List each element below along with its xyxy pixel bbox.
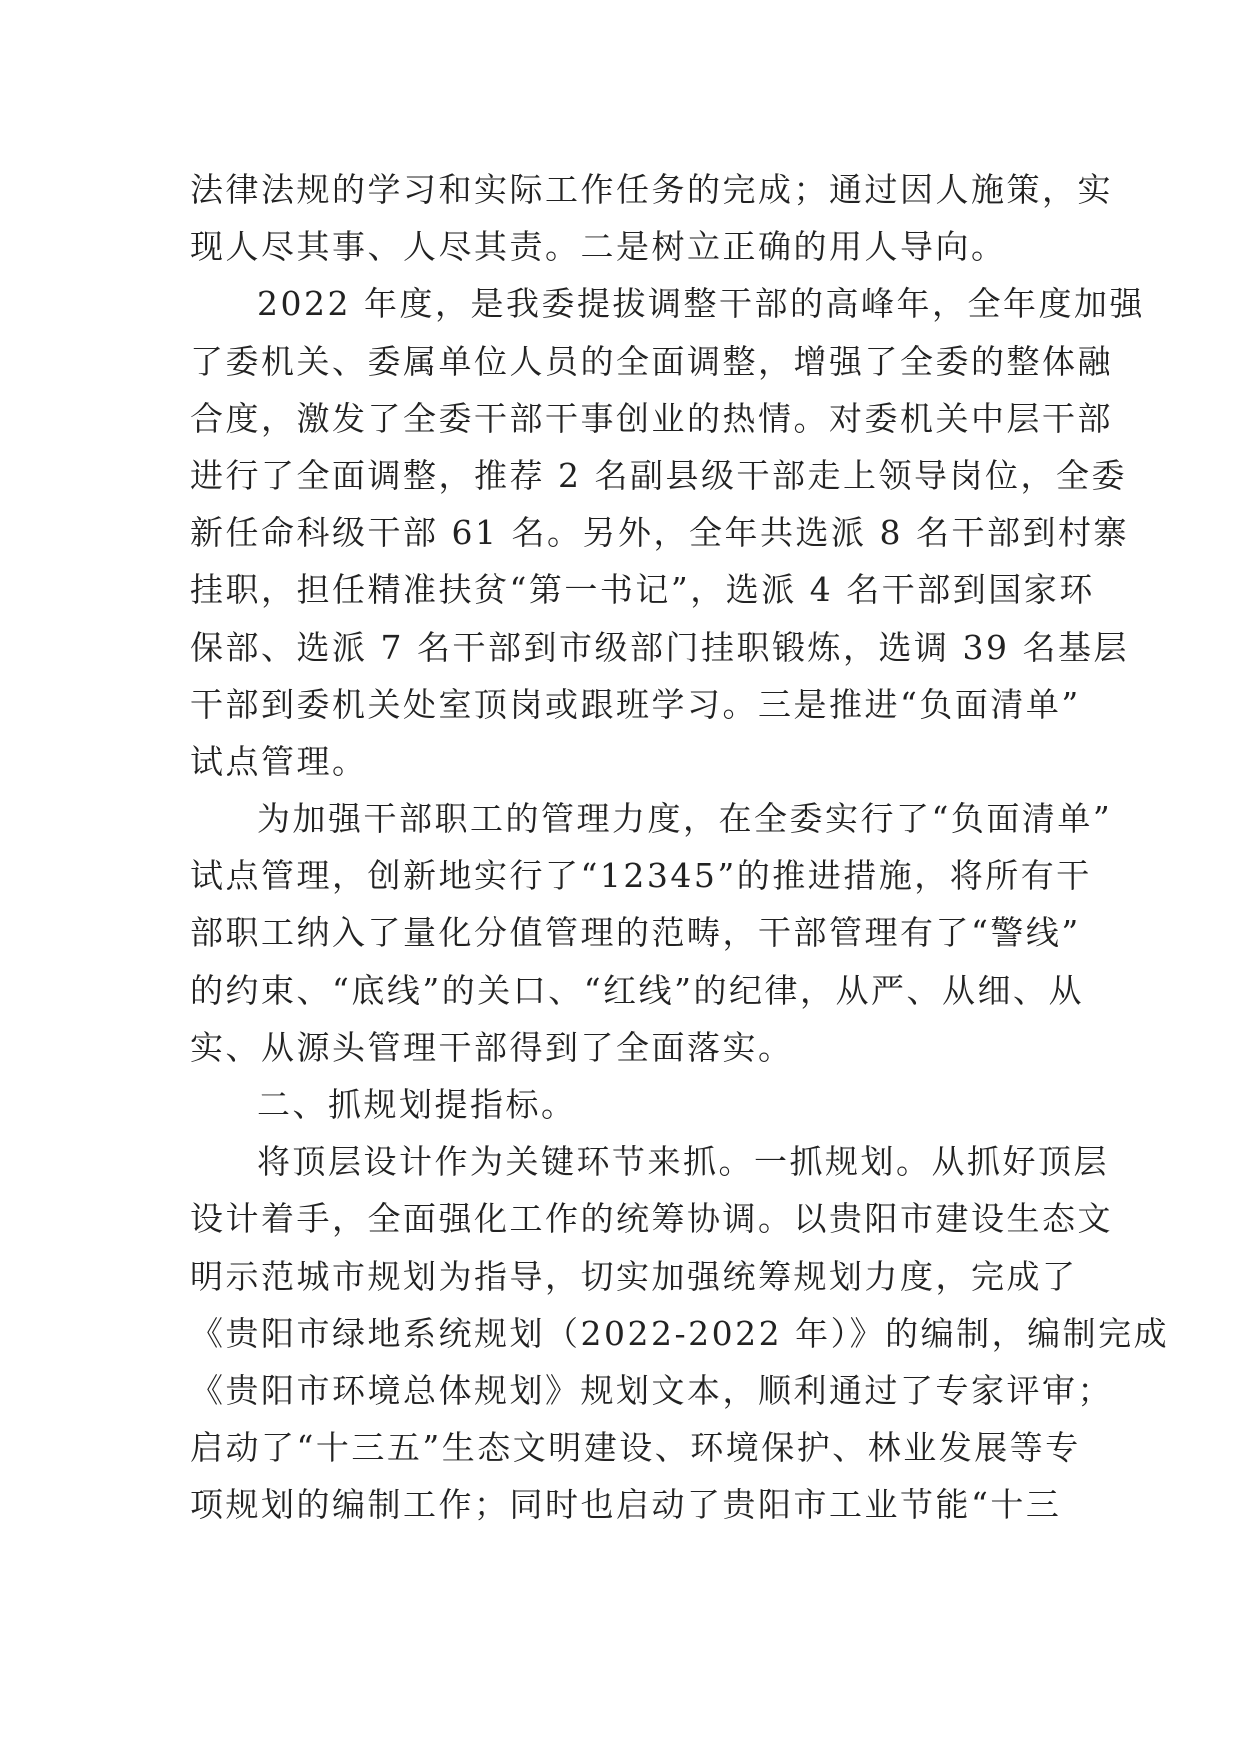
text-line: 启动了“十三五”生态文明建设、环境保护、林业发展等专 [190,1428,1081,1468]
text-line: 2022 年度，是我委提拔调整干部的高峰年，全年度加强 [257,284,1145,324]
text-line: 保部、选派 7 名干部到市级部门挂职锻炼，选调 39 名基层 [190,627,1129,667]
section-heading [190,1076,1050,1133]
paragraph-3 [190,790,1113,1076]
text-line: 《贵阳市环境总体规划》规划文本，顺利通过了专家评审； [190,1370,1113,1410]
text-line: 了委机关、委属单位人员的全面调整，增强了全委的整体融 [190,341,1113,381]
text-line: 将顶层设计作为关键环节来抓。一抓规划。从抓好顶层 [257,1142,1109,1182]
text-line: 实、从源头管理干部得到了全面落实。 [190,1027,794,1067]
document-body [190,161,1170,1534]
text-line: 干部到委机关处室顶岗或跟班学习。三是推进“负面清单” [190,684,1081,724]
text-line: 新任命科级干部 61 名。另外，全年共选派 8 名干部到村寨 [190,513,1129,553]
text-line: 为加强干部职工的管理力度，在全委实行了“负面清单” [257,799,1113,839]
text-line: 二、抓规划提指标。 [257,1085,577,1124]
paragraph-1 [190,161,1113,275]
text-line: 现人尽其事、人尽其责。二是树立正确的用人导向。 [190,227,1007,267]
text-line: 项规划的编制工作；同时也启动了贵阳市工业节能“十三 [190,1485,1062,1525]
text-line: 《贵阳市绿地系统规划（2022-2022 年）》的编制，编制完成 [190,1313,1170,1353]
text-line: 明示范城市规划为指导，切实加强统筹规划力度，完成了 [190,1256,1078,1296]
text-line: 合度，激发了全委干部干事创业的热情。对委机关中层干部 [190,398,1113,438]
text-line: 进行了全面调整，推荐 2 名副县级干部走上领导岗位，全委 [190,455,1127,495]
text-line: 的约束、“底线”的关口、“红线”的纪律，从严、从细、从 [190,970,1084,1010]
text-line: 部职工纳入了量化分值管理的范畴，干部管理有了“警线” [190,913,1081,953]
text-line: 挂职，担任精准扶贫“第一书记”，选派 4 名干部到国家环 [190,570,1095,610]
paragraph-5 [190,1133,1170,1533]
text-line: 设计着手，全面强化工作的统筹协调。以贵阳市建设生态文 [190,1199,1113,1239]
text-line: 试点管理。 [190,741,368,781]
text-line: 法律法规的学习和实际工作任务的完成；通过因人施策，实 [190,170,1113,209]
paragraph-2 [190,275,1145,790]
text-line: 试点管理，创新地实行了“12345”的推进措施，将所有干 [190,856,1092,896]
